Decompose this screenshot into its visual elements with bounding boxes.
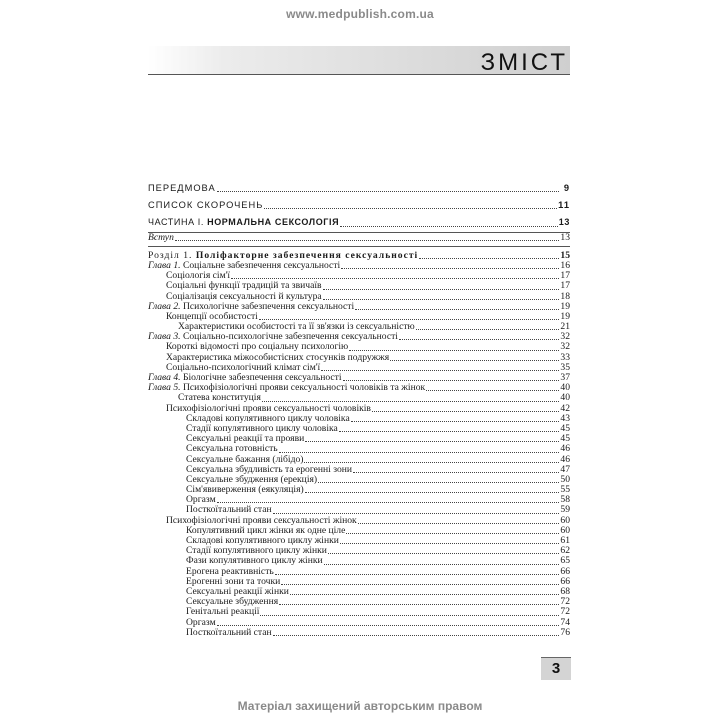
toc-entry-title: Сексуальні реакції та прояви [186,433,305,445]
toc-page-number: 62 [560,545,570,557]
divider [148,246,570,247]
toc-entry-title: Глава 1. Соціальне забезпечення сексуальності [148,259,341,271]
dot-leader [260,609,559,616]
toc-page-number: 76 [560,626,570,638]
dot-leader [328,547,559,554]
toc-page-number: 17 [560,270,570,282]
toc-entry-title: Розділ 1. Поліфакторне забезпечення сексуальності [148,249,419,261]
dot-leader [416,323,559,330]
toc-page-number: 13 [560,231,570,243]
toc-entry-title: Соціально-психологічний клімат сім'ї [166,361,321,373]
dot-leader [346,527,559,534]
dot-leader [304,456,559,463]
toc-page-number: 32 [560,341,570,353]
toc-page-number: 32 [560,331,570,343]
toc-page-number: 33 [560,351,570,363]
dot-leader [355,303,559,310]
toc-entry-title: Соціальні функції традицій та звичаїв [166,280,322,292]
dot-leader [305,435,559,442]
toc-entry-title: Соціологія сім'ї [166,270,231,282]
toc-entry-title: Психофізіологічні прояви сексуальності чоловіків [166,402,371,414]
toc-entry-title: ПЕРЕДМОВА [148,183,216,193]
toc-entry [148,628,570,638]
toc-entry [148,201,570,211]
toc-page-number: 55 [560,484,570,496]
toc-page-number: 66 [560,565,570,577]
site-url: www.medpublish.com.ua [286,7,434,21]
dot-leader [351,415,559,422]
toc-page-number: 17 [560,280,570,292]
dot-leader [321,364,559,371]
dot-leader [217,185,559,192]
toc-entry-title: Фази копулятивного циклу жінки [186,555,323,567]
toc-entry-title: Оргазм [186,616,216,628]
section-header-bar [148,46,570,75]
toc-page-number: 16 [560,259,570,271]
toc-page-number: 65 [560,555,570,567]
dot-leader [339,425,559,432]
toc-page-number: 59 [560,504,570,516]
dot-leader [273,629,559,636]
dot-leader [290,588,559,595]
toc-entry-title: Сексуальне бажання (лібідо) [186,453,304,465]
dot-leader [426,384,559,391]
dot-leader [399,333,559,340]
toc-entry-title: Глава 4. Біологічне забезпечення сексуальності [148,372,342,383]
toc-page-number: 15 [560,249,570,261]
dot-leader [231,272,559,279]
toc-page-number: 45 [560,433,570,445]
dot-leader [262,395,559,402]
toc-entry-title: Стадії копулятивного циклу жінки [186,545,327,557]
dot-leader [323,293,559,300]
dot-leader [419,252,559,259]
toc-page-number: 66 [560,575,570,587]
toc-page-number: 60 [560,514,570,526]
toc-page-number: 40 [560,392,570,404]
dot-leader [259,313,559,320]
chapter-prefix: Глава 1. [148,259,181,271]
toc-page-number: 11 [558,200,570,211]
chapter-prefix: Глава 3. [148,331,181,343]
toc-entry-title: Посткоїтальний стан [186,504,272,516]
toc-entry-title: Короткі відомості про соціальну психологію [166,341,349,353]
toc-entry-title: ЧАСТИНА І. НОРМАЛЬНА СЕКСОЛОГІЯ [148,217,340,228]
toc-page-number: 47 [560,463,570,475]
dot-leader [281,578,559,585]
toc-entry-title: Характеристика міжособистісних стосунків подружжя [166,351,390,363]
dot-leader [318,476,559,483]
dot-leader [390,354,559,361]
dot-leader [217,619,559,626]
toc-entry-title: Соціалізація сексуальності й культура [166,290,322,302]
toc-entry-title: Ерогенні зони та точки [186,575,281,587]
toc-entry [148,281,570,291]
toc-entry-title: Глава 5. Психофізіологічні прояви сексуальності чоловіків та жінок [148,382,426,394]
toc-page-number: 74 [560,616,570,628]
toc-entry-title: Складові копулятивного циклу жінки [186,535,339,546]
toc-page-number: 43 [560,412,570,424]
toc-entry-title: Копулятивний цикл жінки як одне ціле [186,524,346,536]
toc-page-number: 45 [560,422,570,434]
toc-page-number: 35 [560,361,570,373]
toc-page-number: 60 [560,524,570,536]
dot-leader [305,486,559,493]
dot-leader [341,262,559,269]
dot-leader [353,466,559,473]
copyright-notice: Матеріал захищений авторським правом [237,699,483,713]
toc-page-number: 37 [560,372,570,383]
dot-leader [324,558,559,565]
dot-leader [279,446,559,453]
toc-entry-title: Сексуальна збудливість та ерогенні зони [186,463,353,475]
toc-entry-title: Глава 3. Соціально-психологічне забезпечення сексуальності [148,331,398,343]
toc-entry [148,218,570,228]
toc-entry-title: Концепції особистості [166,310,258,322]
dot-leader [217,496,559,503]
toc-page-number: 13 [558,217,570,228]
toc-page-number: 21 [560,321,570,333]
toc-entry-title: Характеристики особистості та її зв'язки із сексуальністю [178,321,415,333]
page-title: ЗМІСТ [480,49,568,76]
toc-entry-title: Складові копулятивного циклу чоловіка [186,412,350,424]
toc-entry [148,607,570,617]
toc-page-number: 58 [560,494,570,506]
toc-page-number: 42 [560,402,570,414]
dot-leader [340,537,559,544]
toc-entry-title: Сім'явиверження (еякуляція) [186,484,304,496]
toc-page-number: 46 [560,443,570,455]
toc-entry-title: Сексуальна готовність [186,443,278,455]
dot-leader [358,517,559,524]
toc-entry-title: Глава 2. Психологічне забезпечення сексуальності [148,300,355,312]
toc-page-number: 50 [560,473,570,485]
toc-page-number: 40 [560,382,570,394]
toc-entry [148,444,570,454]
page-number: 3 [541,657,571,680]
toc-page-number: 19 [560,300,570,312]
toc-entry-title: Сексуальні реакції жінки [186,585,289,597]
toc-entry-title: Генітальні реакції [186,606,260,618]
toc-entry-title: Оргазм [186,494,216,506]
dot-leader [323,283,559,290]
toc-page-number: 19 [560,310,570,322]
toc-entry-title: Статева конституція [178,392,261,404]
toc-page-number: 46 [560,453,570,465]
toc-entry-title: Психофізіологічні прояви сексуальності жінок [166,514,357,526]
toc-entry-title: Стадії копулятивного циклу чоловіка [186,422,338,434]
toc-page-number: 72 [560,596,570,608]
toc-entry-title: Посткоїтальний стан [186,626,272,638]
toc-page-number: 61 [560,535,570,546]
dot-leader [175,234,559,241]
toc-entry [148,184,570,194]
toc-entry-title: Ерогена реактивність [186,565,274,577]
toc-entry-title: Вступ [148,231,174,243]
dot-leader [372,405,559,412]
toc-page-number: 18 [560,290,570,302]
dot-leader [273,507,559,514]
dot-leader [275,568,559,575]
toc-page-number: 68 [560,585,570,597]
dot-leader [340,220,558,227]
toc-entry [148,233,570,243]
dot-leader [349,344,559,351]
toc-page-number: 72 [560,606,570,618]
dot-leader [343,374,559,381]
dot-leader [264,202,557,209]
toc-page-number: 9 [563,183,570,193]
toc-entry-title: СПИСОК СКОРОЧЕНЬ [148,200,264,211]
chapter-prefix: Глава 2. [148,300,181,312]
chapter-prefix: Глава 4. [148,372,181,383]
toc-entry-title: Сексуальне збудження [186,596,279,608]
chapter-prefix: Глава 5. [148,382,181,394]
table-of-contents [148,184,570,638]
toc-entry-title: Сексуальне збудження (ерекція) [186,473,318,485]
dot-leader [279,598,559,605]
